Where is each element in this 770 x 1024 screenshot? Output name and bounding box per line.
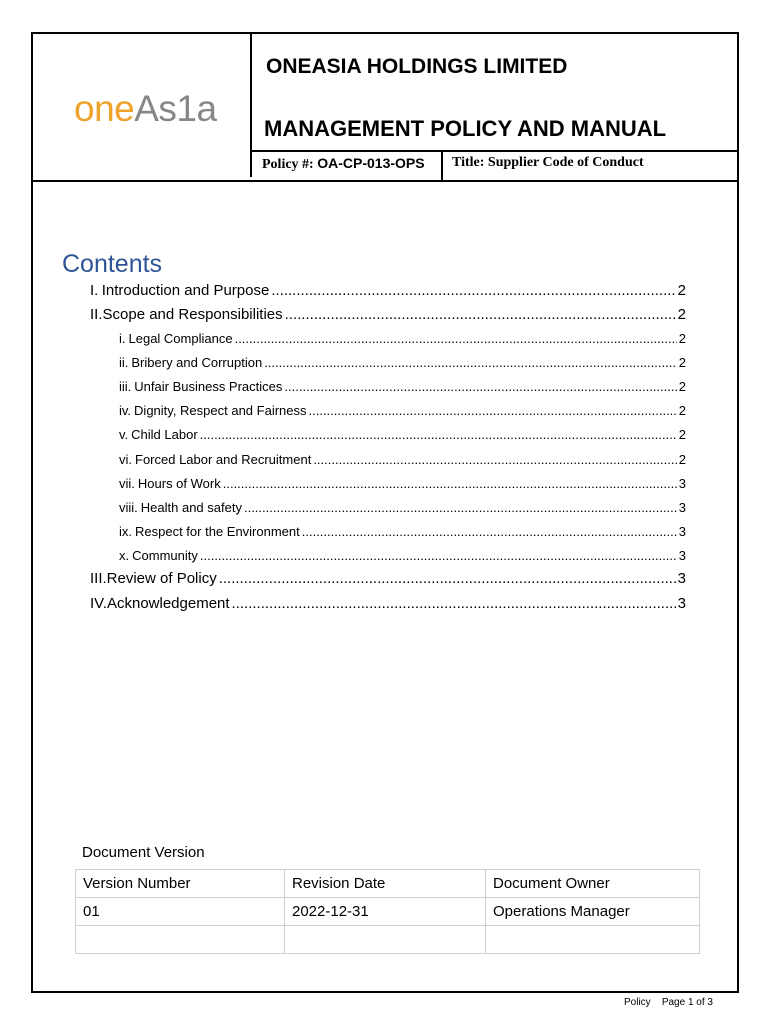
toc-subentry[interactable] xyxy=(119,476,686,491)
toc-title: Unfair Business Practices xyxy=(134,379,283,395)
toc-subentry[interactable] xyxy=(119,355,686,370)
toc-page-number: 2 xyxy=(678,427,686,443)
toc-title: Hours of Work xyxy=(137,475,221,491)
toc-page-number: 3 xyxy=(677,570,686,587)
toc-number: IV. xyxy=(90,595,107,612)
revision-date-cell xyxy=(285,926,486,954)
toc-leader-dots xyxy=(271,282,675,299)
page-footer xyxy=(624,997,713,1008)
footer-label: Policy xyxy=(624,997,651,1008)
toc-number: iv. xyxy=(119,403,132,419)
toc-subentry[interactable] xyxy=(119,379,686,394)
toc-page-number: 3 xyxy=(677,595,686,612)
logo-part-asia: As1a xyxy=(134,88,217,129)
toc-leader-dots xyxy=(200,427,677,442)
version-number-cell: 01 xyxy=(76,898,285,926)
footer-page-number: Page 1 of 3 xyxy=(661,997,713,1008)
toc-leader-dots xyxy=(309,403,677,418)
toc-page-number: 3 xyxy=(678,475,686,491)
toc-leader-dots xyxy=(232,595,676,612)
header-revision-date: Revision Date xyxy=(285,870,486,898)
toc-title: Introduction and Purpose xyxy=(101,282,270,299)
contents-heading: Contents xyxy=(62,250,163,278)
toc-entry[interactable] xyxy=(90,595,686,612)
toc-number: i. xyxy=(119,331,126,346)
toc-number: v. xyxy=(119,427,129,443)
revision-date-cell: 2022-12-31 xyxy=(285,898,486,926)
toc-subentry[interactable] xyxy=(119,524,686,539)
toc-number: I. xyxy=(90,282,99,299)
toc-entry[interactable] xyxy=(90,282,686,299)
policy-title xyxy=(452,155,644,171)
toc-leader-dots xyxy=(219,570,676,587)
document-owner-cell xyxy=(486,926,700,954)
document-version-label: Document Version xyxy=(82,844,205,861)
policy-title-label: Title: xyxy=(452,155,485,170)
toc-title: Dignity, Respect and Fairness xyxy=(134,403,307,419)
toc-page-number: 2 xyxy=(678,403,686,419)
toc-page-number: 2 xyxy=(678,379,686,395)
header-document-owner: Document Owner xyxy=(486,870,700,898)
document-version-table xyxy=(75,869,700,954)
company-logo xyxy=(74,88,217,130)
toc-entry[interactable] xyxy=(90,570,686,587)
toc-page-number: 2 xyxy=(678,355,686,371)
toc-subentry[interactable] xyxy=(119,427,686,442)
toc-leader-dots xyxy=(264,355,677,370)
table-row xyxy=(76,898,700,926)
toc-subentry[interactable] xyxy=(119,500,686,515)
policy-number-label: Policy #: xyxy=(262,157,314,172)
toc-leader-dots xyxy=(244,500,677,515)
header-divider xyxy=(31,180,739,182)
toc-leader-dots xyxy=(313,452,676,467)
toc-number: iii. xyxy=(119,379,132,395)
toc-number: III. xyxy=(90,570,107,587)
toc-number: vii. xyxy=(119,475,135,491)
toc-page-number: 3 xyxy=(678,523,686,539)
toc-title: Community xyxy=(132,547,198,563)
toc-title: Health and safety xyxy=(140,499,242,515)
toc-leader-dots xyxy=(235,331,677,346)
toc-page-number: 2 xyxy=(678,451,686,467)
toc-page-number: 2 xyxy=(677,306,686,323)
table-row xyxy=(76,926,700,954)
policy-title-value: Supplier Code of Conduct xyxy=(487,155,644,170)
toc-entry[interactable] xyxy=(90,306,686,323)
document-owner-cell: Operations Manager xyxy=(486,898,700,926)
table-header-row xyxy=(76,870,700,898)
toc-number: x. xyxy=(119,547,130,563)
toc-number: ii. xyxy=(119,355,129,371)
toc-leader-dots xyxy=(284,379,676,394)
toc-title: Scope and Responsibilities xyxy=(102,306,283,323)
company-name: ONEASIA HOLDINGS LIMITED xyxy=(266,55,568,78)
toc-title: Acknowledgement xyxy=(106,595,230,612)
toc-page-number: 3 xyxy=(678,547,686,563)
toc-number: vi. xyxy=(119,451,132,467)
toc-subentry[interactable] xyxy=(119,331,686,346)
toc-number: ix. xyxy=(119,523,132,539)
toc-number: viii. xyxy=(119,499,138,515)
logo-part-one: one xyxy=(74,88,135,129)
logo-divider xyxy=(250,32,252,177)
toc-subentry[interactable] xyxy=(119,403,686,418)
toc-page-number: 2 xyxy=(678,331,686,346)
toc-page-number: 3 xyxy=(678,499,686,515)
toc-title: Child Labor xyxy=(131,427,198,443)
toc-leader-dots xyxy=(285,306,676,323)
toc-title: Bribery and Corruption xyxy=(131,355,263,371)
version-number-cell xyxy=(76,926,285,954)
manual-title: MANAGEMENT POLICY AND MANUAL xyxy=(264,116,667,141)
toc-title: Forced Labor and Recruitment xyxy=(135,451,312,467)
toc-leader-dots xyxy=(223,476,677,491)
toc-leader-dots xyxy=(200,548,677,563)
policy-cell-divider xyxy=(441,150,443,182)
toc-number: II. xyxy=(90,306,103,323)
policy-row-divider xyxy=(250,150,739,152)
policy-number xyxy=(262,155,425,173)
toc-subentry[interactable] xyxy=(119,452,686,467)
toc-page-number: 2 xyxy=(677,282,686,299)
toc-title: Respect for the Environment xyxy=(135,523,300,539)
toc-subentry[interactable] xyxy=(119,548,686,563)
toc-leader-dots xyxy=(302,524,677,539)
toc-title: Review of Policy xyxy=(106,570,217,587)
policy-number-value: OA-CP-013-OPS xyxy=(317,155,425,171)
header-version-number: Version Number xyxy=(76,870,285,898)
toc-title: Legal Compliance xyxy=(128,331,233,346)
